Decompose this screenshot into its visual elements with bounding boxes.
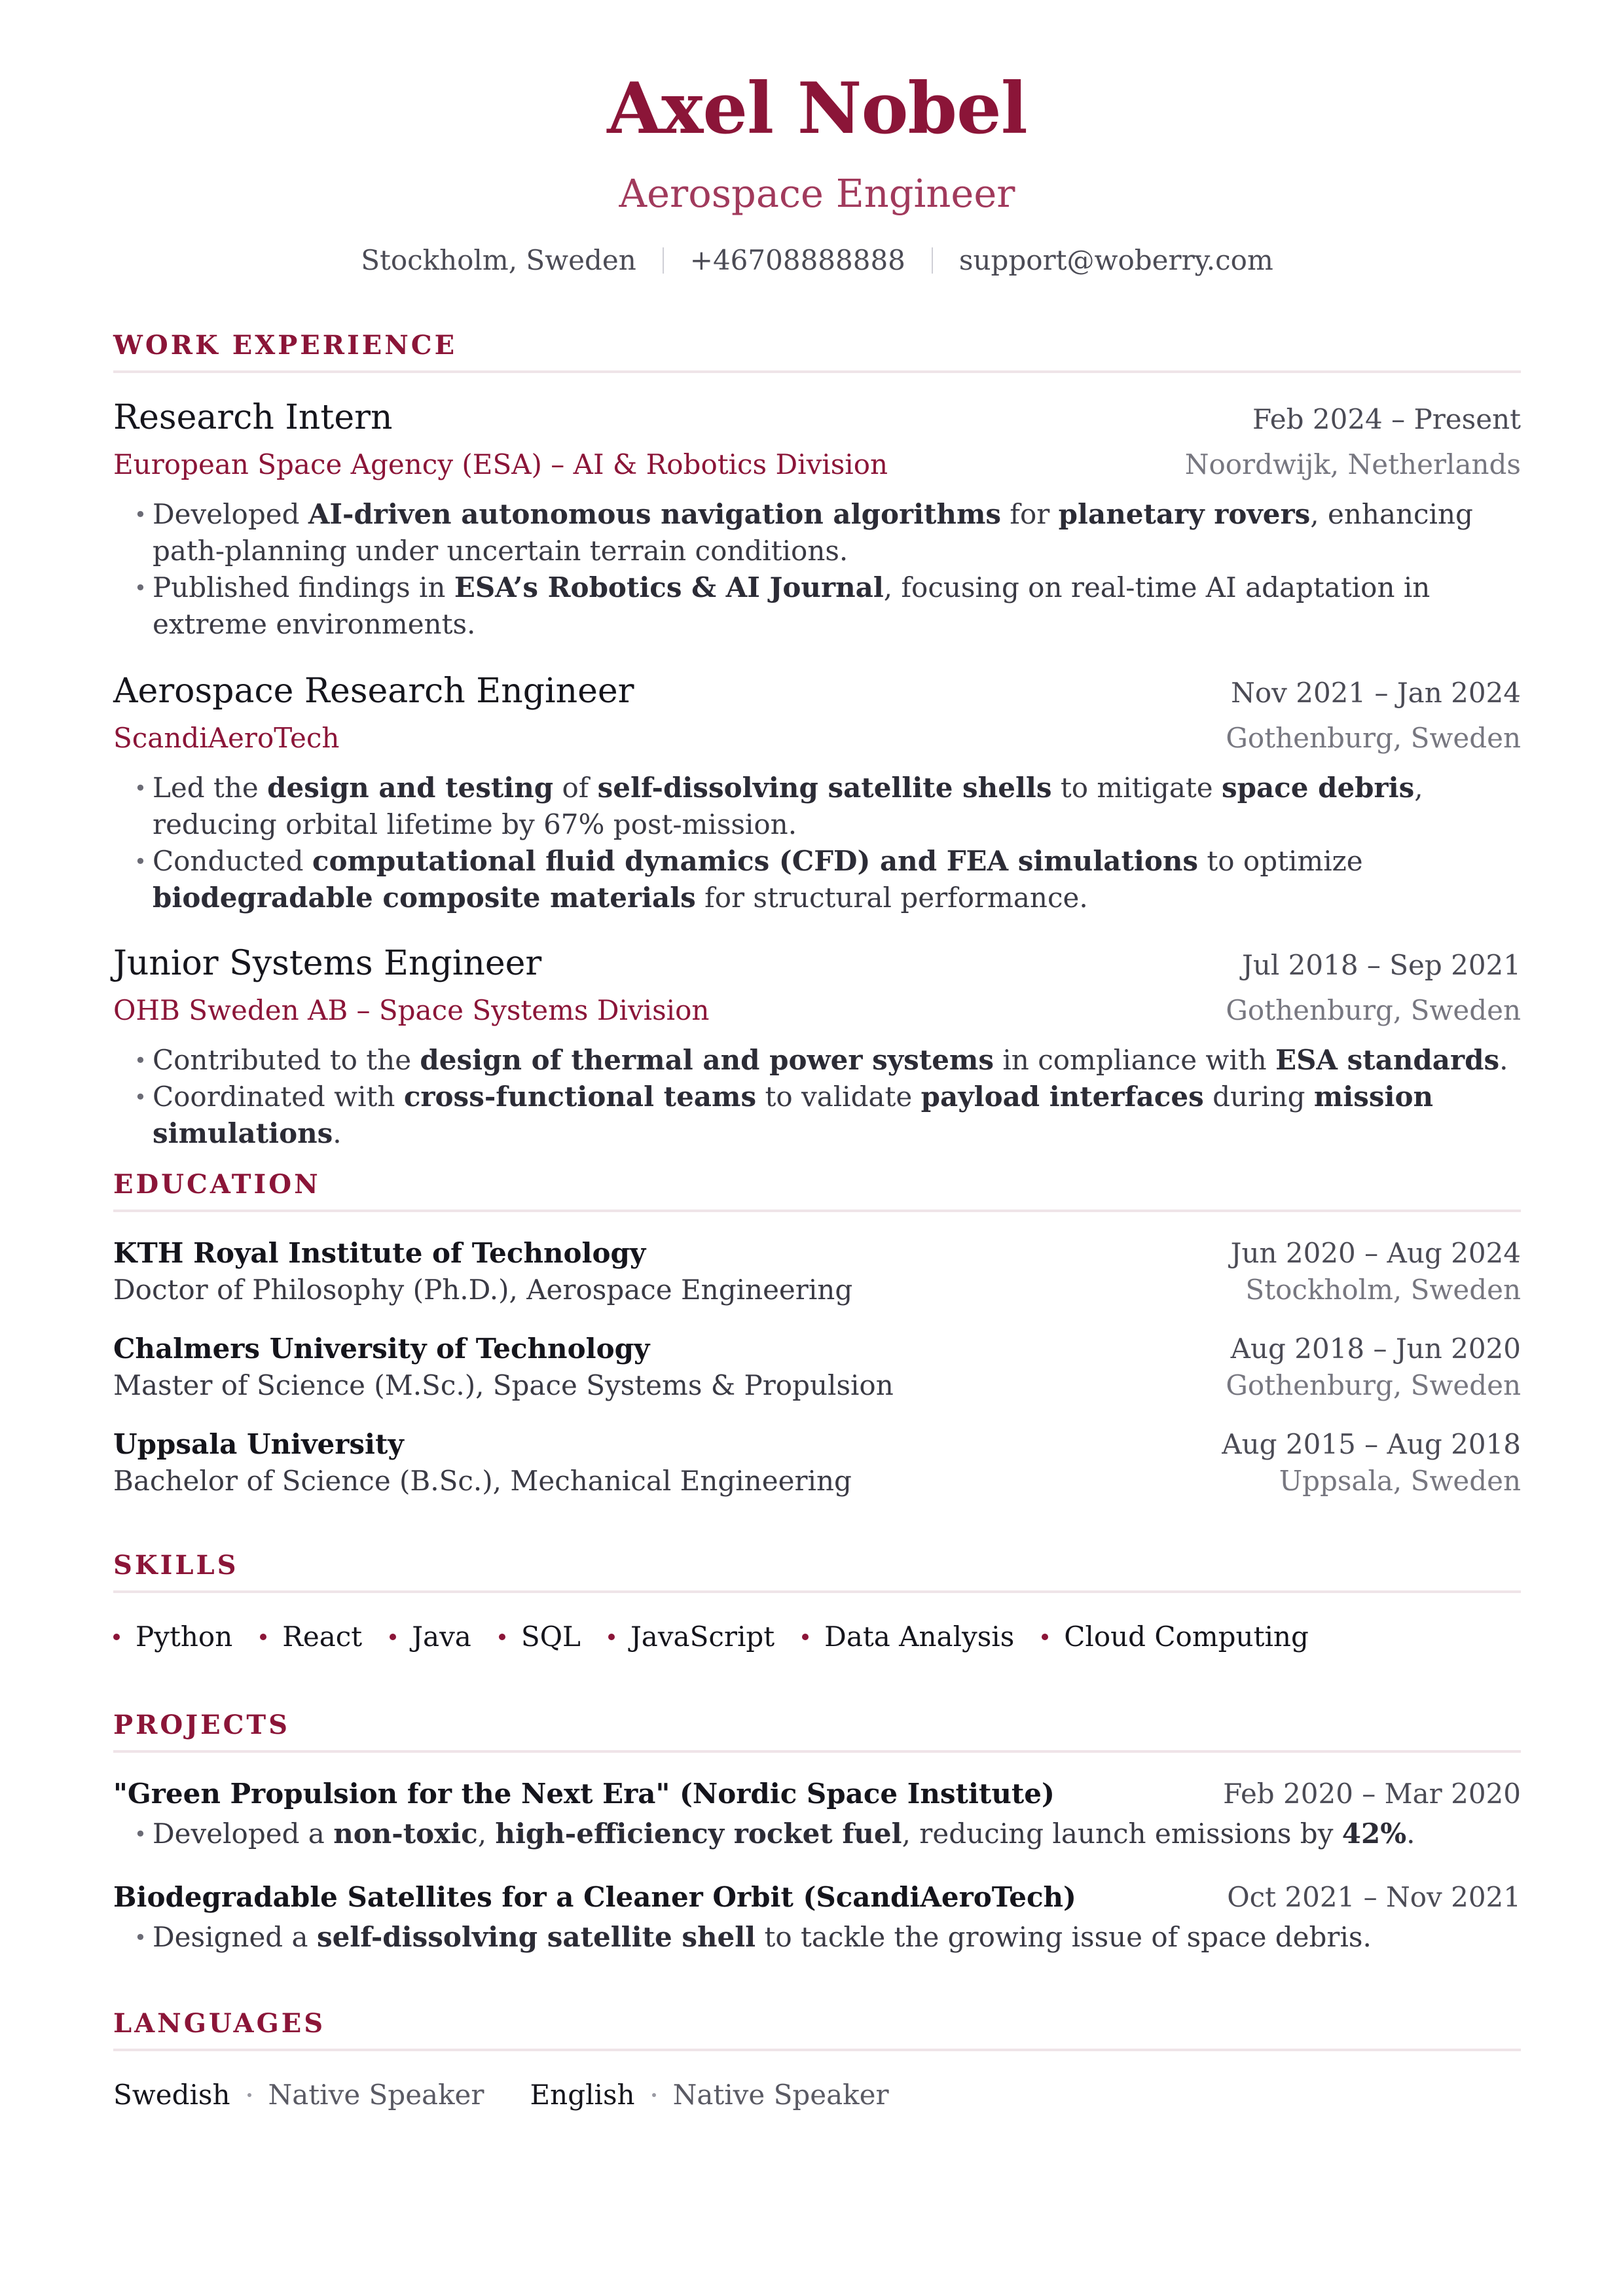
language-level: Native Speaker bbox=[672, 2079, 889, 2111]
section-title-skills: SKILLS bbox=[113, 1550, 239, 1581]
job-dates: Nov 2021 – Jan 2024 bbox=[1231, 677, 1521, 709]
bold-text: self-dissolving satellite shells bbox=[597, 772, 1052, 804]
project-header bbox=[113, 1881, 1521, 1913]
bold-text: planetary rovers bbox=[1058, 498, 1311, 530]
skill-item: React bbox=[260, 1623, 362, 1651]
bullet-dot-icon bbox=[260, 1634, 266, 1640]
bold-text: design of thermal and power systems bbox=[420, 1044, 994, 1076]
job-dates: Feb 2024 – Present bbox=[1252, 403, 1521, 435]
bold-text: cross-functional teams bbox=[403, 1081, 757, 1113]
languages-list bbox=[113, 2081, 935, 2109]
bullet-dot-icon bbox=[113, 1634, 120, 1640]
job-org: ScandiAeroTech bbox=[113, 722, 340, 754]
contact-location: Stockholm, Sweden bbox=[361, 244, 636, 276]
bold-text: non-toxic bbox=[333, 1818, 478, 1850]
job-header bbox=[113, 672, 1521, 711]
education-degree: Bachelor of Science (B.Sc.), Mechanical Engineering bbox=[113, 1465, 852, 1497]
bold-text: self-dissolving satellite shell bbox=[316, 1921, 756, 1953]
section-title-education: EDUCATION bbox=[113, 1169, 321, 1200]
project-bullets bbox=[134, 1919, 1521, 1956]
job-location: Gothenburg, Sweden bbox=[1226, 722, 1521, 754]
bold-text: design and testing bbox=[267, 772, 554, 804]
project-dates: Feb 2020 – Mar 2020 bbox=[1223, 1778, 1521, 1810]
candidate-name: Axel Nobel bbox=[607, 67, 1027, 150]
project-header bbox=[113, 1780, 1521, 1808]
contact-divider bbox=[663, 247, 664, 274]
bullet-item: • Coordinated with cross-functional teams to validate payload interfaces during mission simulations. bbox=[134, 1079, 1521, 1152]
skill-item: JavaScript bbox=[608, 1623, 775, 1651]
bold-text: payload interfaces bbox=[921, 1081, 1204, 1113]
section-title-projects: PROJECTS bbox=[113, 1710, 291, 1740]
skills-list bbox=[113, 1623, 1336, 1651]
section-rule bbox=[113, 1750, 1521, 1753]
job-title: Junior Systems Engineer bbox=[113, 944, 542, 983]
bullet-dot-icon bbox=[608, 1634, 615, 1640]
language-item bbox=[113, 2081, 484, 2109]
job-subheader bbox=[113, 994, 1521, 1026]
education-subheader bbox=[113, 1467, 1521, 1495]
job-bullets bbox=[134, 1042, 1521, 1152]
bullet-item: • Led the design and testing of self-dissolving satellite shells to mitigate space debris, reducing orbital lifetime by 67% post-mission. bbox=[134, 770, 1521, 843]
contact-email: support@woberry.com bbox=[958, 244, 1273, 276]
project-title: "Green Propulsion for the Next Era" (Nordic Space Institute) bbox=[113, 1778, 1055, 1810]
education-school: KTH Royal Institute of Technology bbox=[113, 1237, 646, 1269]
education-degree: Master of Science (M.Sc.), Space Systems & Propulsion bbox=[113, 1369, 894, 1401]
job-subheader bbox=[113, 722, 1521, 754]
skill-item: Python bbox=[113, 1623, 232, 1651]
bold-text: ESA’s Robotics & AI Journal bbox=[454, 571, 884, 603]
section-title-languages: LANGUAGES bbox=[113, 2008, 326, 2039]
bullet-item: • Designed a self-dissolving satellite shell to tackle the growing issue of space debris. bbox=[134, 1919, 1521, 1956]
bold-text: ESA standards bbox=[1275, 1044, 1500, 1076]
bold-text: AI-driven autonomous navigation algorithms bbox=[308, 498, 1002, 530]
bullet-dot-icon bbox=[390, 1634, 396, 1640]
bullet-item: • Conducted computational fluid dynamics (CFD) and FEA simulations to optimize biodegradable composite materials for structural performance. bbox=[134, 843, 1521, 916]
job-bullets bbox=[134, 496, 1521, 643]
contact-divider bbox=[932, 247, 933, 274]
section-rule bbox=[113, 1210, 1521, 1212]
education-header bbox=[113, 1237, 1521, 1269]
bold-text: 42% bbox=[1341, 1818, 1407, 1850]
job-location: Gothenburg, Sweden bbox=[1226, 994, 1521, 1026]
project-dates: Oct 2021 – Nov 2021 bbox=[1227, 1881, 1521, 1913]
bullet-dot-icon bbox=[499, 1634, 505, 1640]
education-subheader bbox=[113, 1276, 1521, 1304]
section-title-work: WORK EXPERIENCE bbox=[113, 330, 458, 361]
bullet-item: • Published findings in ESA’s Robotics & AI Journal, focusing on real-time AI adaptation in extreme environments. bbox=[134, 569, 1521, 643]
job-header bbox=[113, 398, 1521, 437]
job-org: OHB Sweden AB – Space Systems Division bbox=[113, 994, 710, 1026]
bullet-dot-icon bbox=[802, 1634, 809, 1640]
job-title: Aerospace Research Engineer bbox=[113, 672, 634, 711]
skill-item: Cloud Computing bbox=[1042, 1623, 1309, 1651]
project-title: Biodegradable Satellites for a Cleaner Orbit (ScandiAeroTech) bbox=[113, 1881, 1076, 1913]
bold-text: space debris bbox=[1221, 772, 1415, 804]
education-dates: Aug 2015 – Aug 2018 bbox=[1222, 1428, 1521, 1460]
education-dates: Aug 2018 – Jun 2020 bbox=[1230, 1333, 1521, 1365]
language-name: Swedish bbox=[113, 2079, 230, 2111]
candidate-title: Aerospace Engineer bbox=[619, 171, 1015, 216]
job-header bbox=[113, 944, 1521, 983]
education-header bbox=[113, 1428, 1521, 1460]
education-subheader bbox=[113, 1369, 1521, 1401]
education-school: Uppsala University bbox=[113, 1428, 404, 1460]
skill-item: SQL bbox=[499, 1623, 581, 1651]
education-dates: Jun 2020 – Aug 2024 bbox=[1230, 1237, 1521, 1269]
job-location: Noordwijk, Netherlands bbox=[1184, 448, 1521, 480]
bullet-item: • Contributed to the design of thermal and power systems in compliance with ESA standards. bbox=[134, 1042, 1521, 1079]
language-item bbox=[530, 2081, 888, 2109]
job-org: European Space Agency (ESA) – AI & Robotics Division bbox=[113, 448, 888, 480]
bold-text: biodegradable composite materials bbox=[153, 882, 696, 914]
project-bullets bbox=[134, 1816, 1521, 1852]
skill-item: Data Analysis bbox=[802, 1623, 1014, 1651]
section-rule bbox=[113, 1590, 1521, 1593]
education-location: Uppsala, Sweden bbox=[1279, 1465, 1521, 1497]
job-subheader bbox=[113, 448, 1521, 480]
education-school: Chalmers University of Technology bbox=[113, 1333, 650, 1365]
contact-line bbox=[113, 244, 1521, 276]
contact-phone: +46708888888 bbox=[689, 244, 905, 276]
job-bullets bbox=[134, 770, 1521, 916]
bullet-item: • Developed a non-toxic, high-efficiency rocket fuel, reducing launch emissions by 42%. bbox=[134, 1816, 1521, 1852]
education-header bbox=[113, 1335, 1521, 1363]
education-degree: Doctor of Philosophy (Ph.D.), Aerospace Engineering bbox=[113, 1274, 853, 1306]
education-location: Stockholm, Sweden bbox=[1245, 1274, 1521, 1306]
bold-text: computational fluid dynamics (CFD) and FEA simulations bbox=[312, 845, 1199, 877]
education-location: Gothenburg, Sweden bbox=[1226, 1369, 1521, 1401]
language-name: English bbox=[530, 2079, 635, 2111]
separator-dot-icon bbox=[247, 2093, 251, 2097]
bullet-dot-icon bbox=[1042, 1634, 1048, 1640]
separator-dot-icon bbox=[652, 2093, 656, 2097]
section-rule bbox=[113, 2049, 1521, 2051]
job-dates: Jul 2018 – Sep 2021 bbox=[1241, 949, 1521, 981]
section-rule bbox=[113, 370, 1521, 373]
bold-text: high-efficiency rocket fuel bbox=[495, 1818, 902, 1850]
bold-text: mission simulations bbox=[153, 1081, 1434, 1149]
job-title: Research Intern bbox=[113, 398, 393, 437]
skill-item: Java bbox=[390, 1623, 471, 1651]
language-level: Native Speaker bbox=[268, 2079, 484, 2111]
bullet-item: • Developed AI-driven autonomous navigation algorithms for planetary rovers, enhancing path-planning under uncertain terrain conditions. bbox=[134, 496, 1521, 569]
